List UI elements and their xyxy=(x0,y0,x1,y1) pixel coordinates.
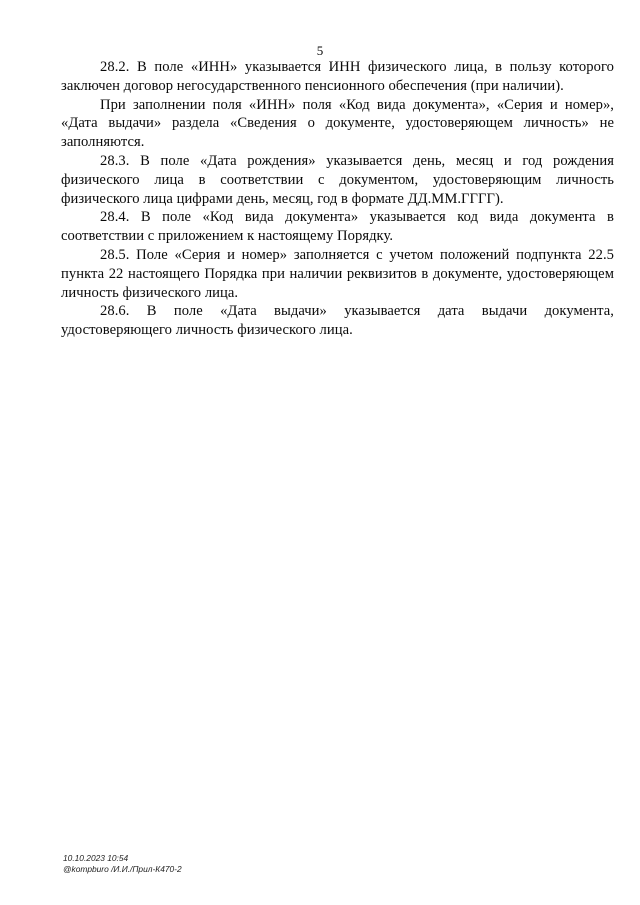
paragraph-inn-note: При заполнении поля «ИНН» поля «Код вида документа», «Серия и номер», «Дата выдачи» раздела «Сведения о документе, удостоверяющем личность» не заполняются. xyxy=(61,96,614,151)
paragraph-28-3: 28.3. В поле «Дата рождения» указывается день, месяц и год рождения физического лица в соответствии с документом, удостоверяющим личность физического лица цифрами день, месяц, год в формате ДД.ММ.ГГГГ). xyxy=(61,152,614,207)
paragraph-28-5: 28.5. Поле «Серия и номер» заполняется с учетом положений подпункта 22.5 пункта 22 настоящего Порядка при наличии реквизитов в документе, удостоверяющем личность физического лица. xyxy=(61,246,614,301)
paragraph-28-6: 28.6. В поле «Дата выдачи» указывается дата выдачи документа, удостоверяющего личность физического лица. xyxy=(61,303,614,339)
footer-document-code: @kompburo /И.И./Прил-К470-2 xyxy=(63,864,182,874)
page-number: 5 xyxy=(316,43,324,58)
document-body xyxy=(61,58,614,340)
paragraph-28-2: 28.2. В поле «ИНН» указывается ИНН физического лица, в пользу которого заключен договор негосударственного пенсионного обеспечения (при наличии). xyxy=(61,59,614,94)
paragraph-28-4: 28.4. В поле «Код вида документа» указывается код вида документа в соответствии с приложением к настоящему Порядку. xyxy=(61,209,614,245)
footer-stamp xyxy=(63,853,182,875)
footer-timestamp: 10.10.2023 10:54 xyxy=(63,853,129,863)
